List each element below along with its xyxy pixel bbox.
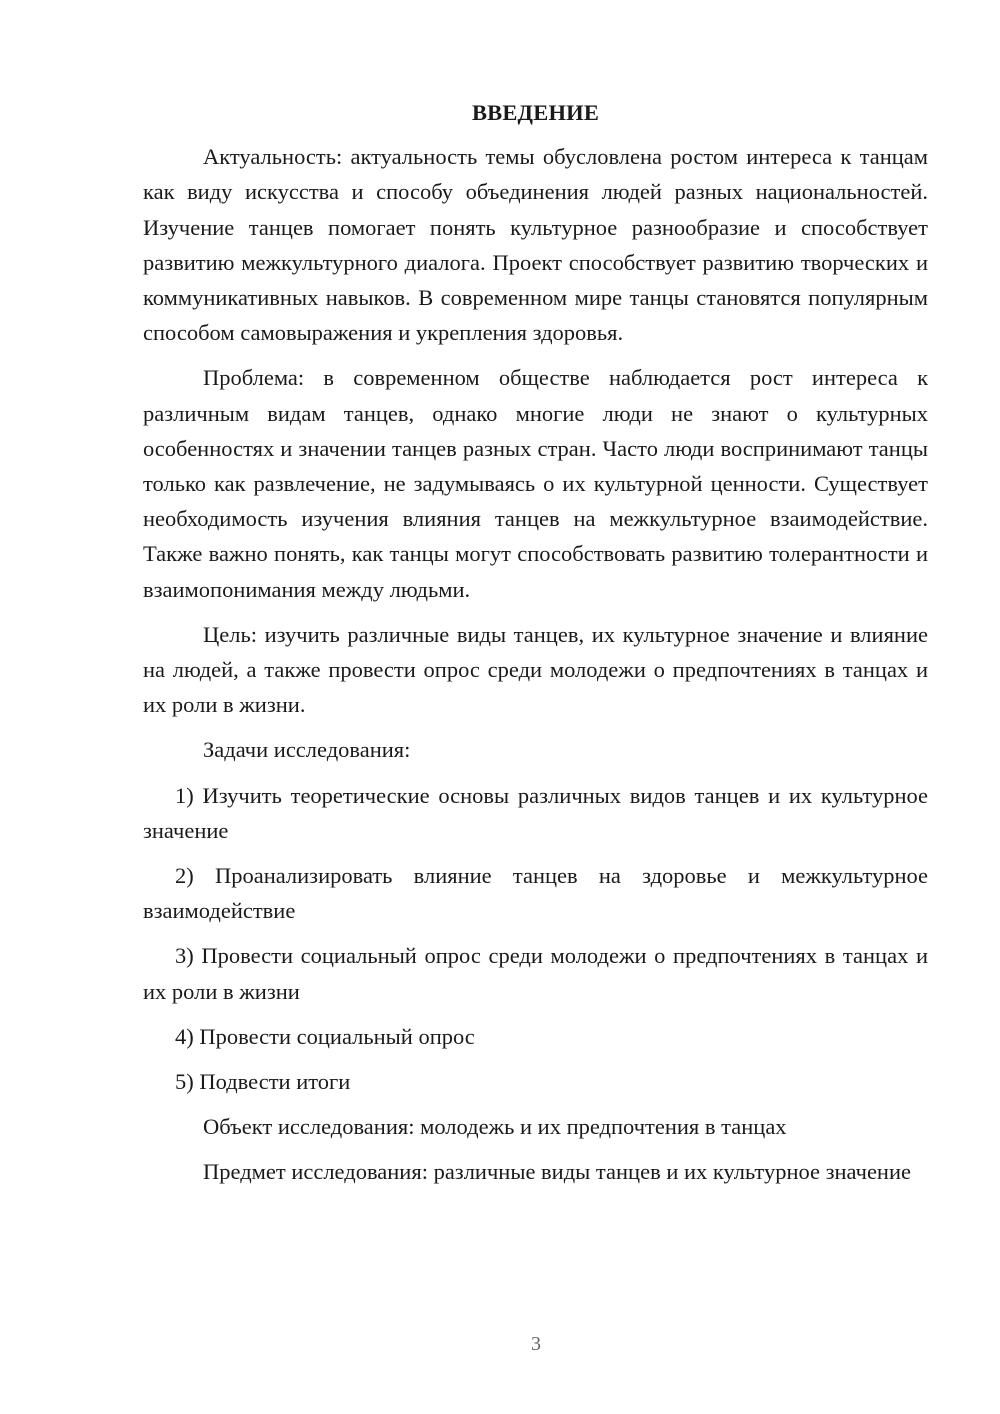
task-item: 5) Подвести итоги (175, 1069, 351, 1095)
task-item: 2) Проанализировать влияние танцев на здоровье и межкультурное взаимодействие (143, 863, 928, 924)
section-title: ВВЕДЕНИЕ (471, 100, 600, 125)
task-item: 1) Изучить теоретические основы различных видов танцев и их культурное значение (143, 782, 928, 843)
document-page (143, 95, 928, 1200)
tasks-list (143, 778, 928, 1100)
research-object: Объект исследования: молодежь и их предпочтения в танцах (203, 1114, 787, 1140)
relevance-paragraph: Актуальность: актуальность темы обусловлена ростом интереса к танцам как виду искусства и способу объединения людей разных национальностей. Изучение танцев помогает понять культурное разнообразие и способствует развитию межкультурного диалога. Проект способствует развитию творческих и коммуникативных навыков. В современном мире танцы становятся популярным способом самовыражения и укрепления здоровья. (143, 144, 928, 346)
page-number: 3 (531, 1333, 541, 1355)
tasks-heading: Задачи исследования: (203, 737, 411, 763)
research-subject: Предмет исследования: различные виды танцев и их культурное значение (203, 1159, 912, 1185)
task-item: 4) Провести социальный опрос (175, 1023, 475, 1049)
task-item: 3) Провести социальный опрос среди молодежи о предпочтениях в танцах и их роли в жизни (143, 943, 928, 1004)
problem-paragraph: Проблема: в современном обществе наблюдается рост интереса к различным видам танцев, однако многие люди не знают о культурных особенностях и значении танцев разных стран. Часто люди воспринимают танцы только как развлечение, не задумываясь о их культурной ценности. Существует необходимость изучения влияния танцев на межкультурное взаимодействие. Также важно понять, как танцы могут способствовать развитию толерантности и взаимопонимания между людьми. (143, 365, 928, 602)
goal-paragraph: Цель: изучить различные виды танцев, их культурное значение и влияние на людей, а также провести опрос среди молодежи о предпочтениях в танцах и их роли в жизни. (143, 621, 928, 718)
